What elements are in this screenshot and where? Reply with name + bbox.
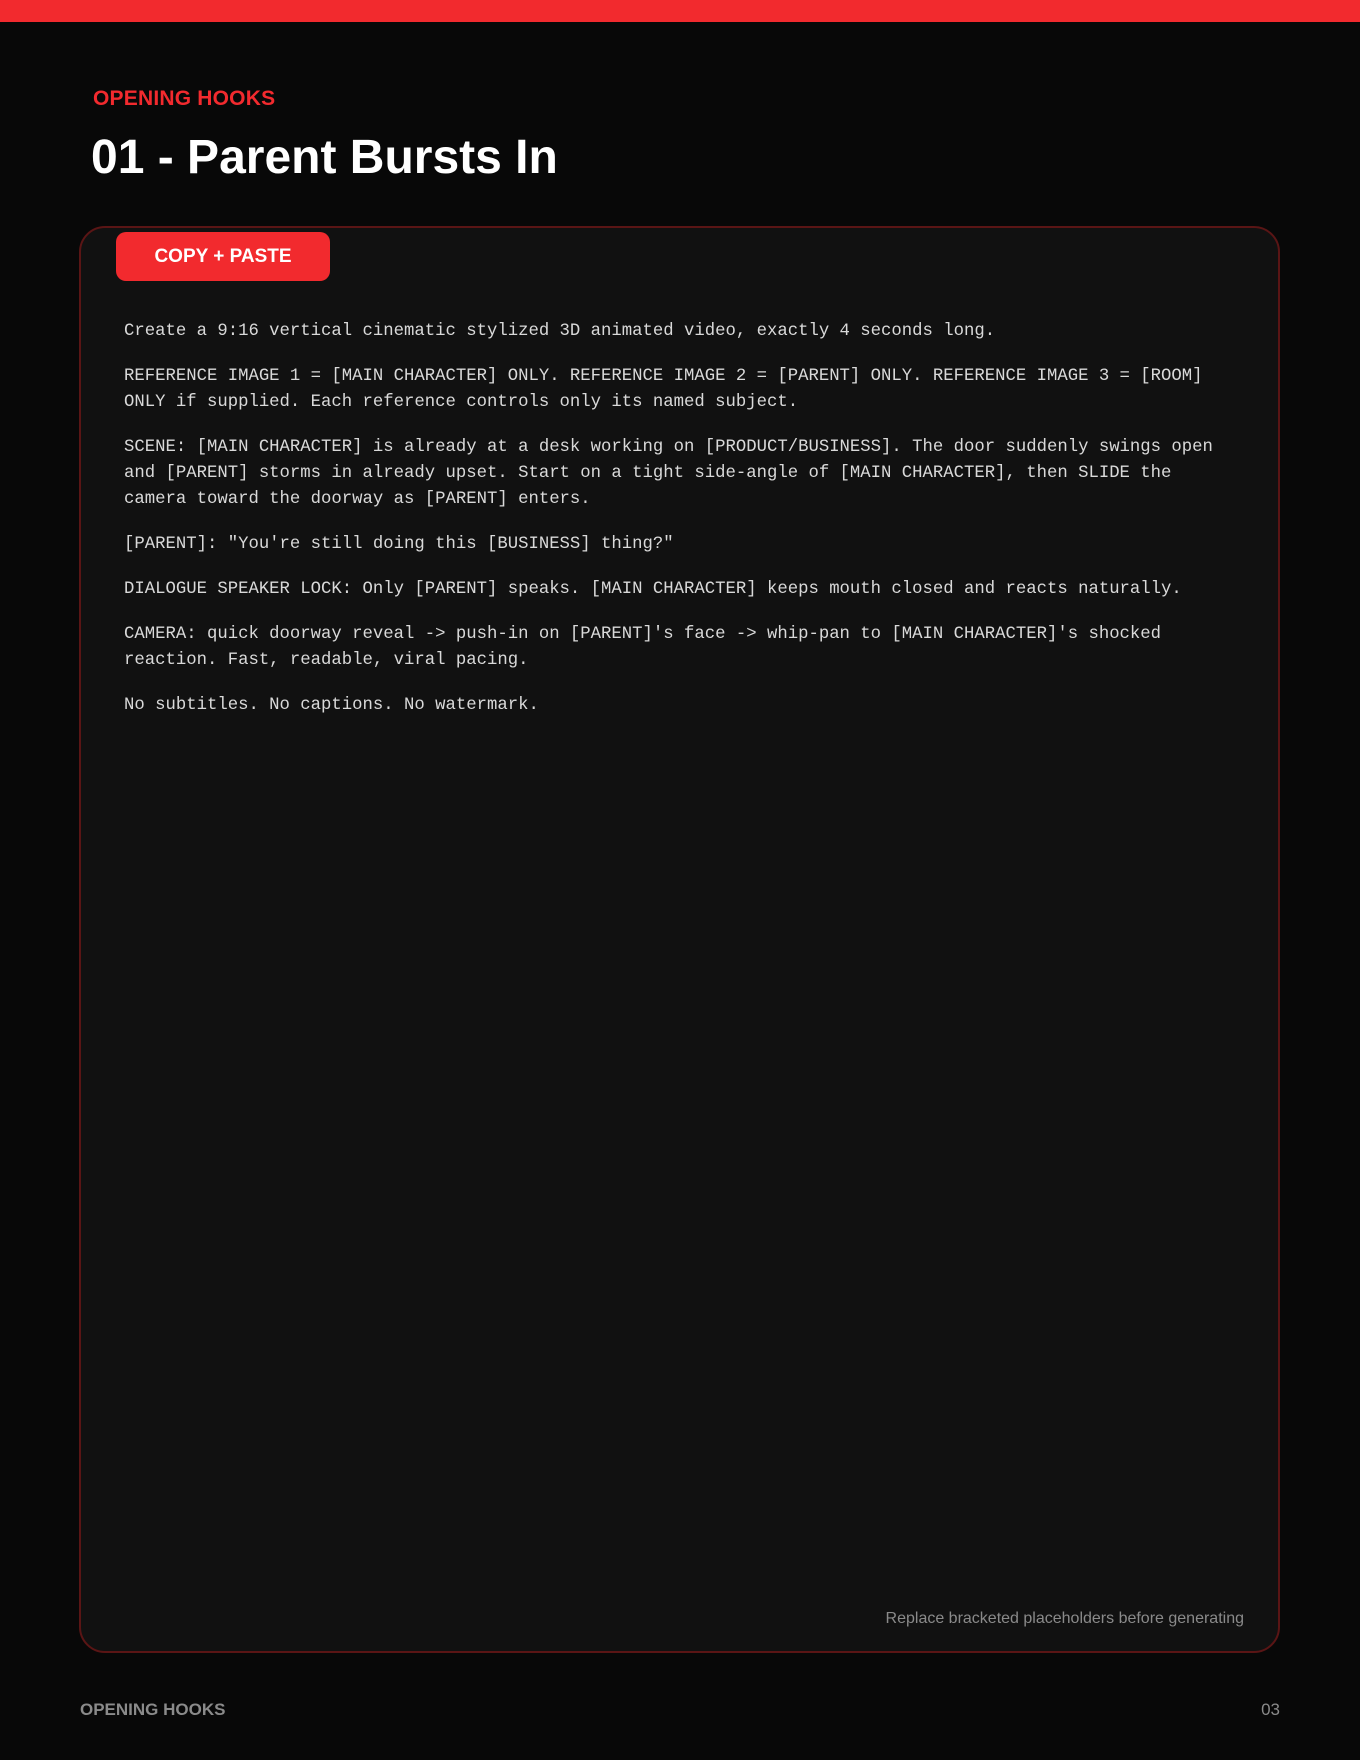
prompt-paragraph: CAMERA: quick doorway reveal -> push-in on [PARENT]'s face -> whip-pan to [MAIN CHARACTER]'s shocked reaction. Fast, readable, viral pacing. (124, 625, 1172, 670)
copy-paste-button[interactable]: COPY + PASTE (116, 232, 330, 281)
page-number: 03 (1261, 1700, 1280, 1719)
section-label: OPENING HOOKS (93, 87, 276, 110)
footer-section-label: OPENING HOOKS (80, 1700, 226, 1719)
placeholder-note: Replace bracketed placeholders before generating (885, 1610, 1244, 1627)
prompt-paragraph: Create a 9:16 vertical cinematic stylized 3D animated video, exactly 4 seconds long. (124, 322, 996, 341)
prompt-paragraph: No subtitles. No captions. No watermark. (124, 696, 539, 715)
prompt-paragraph: SCENE: [MAIN CHARACTER] is already at a desk working on [PRODUCT/BUSINESS]. The door suddenly swings open and [PARENT] storms in already upset. Start on a tight side-angle of [MAIN CHARACTER], then SLIDE the camera toward the doorway as [PARENT] enters. (124, 438, 1224, 509)
prompt-paragraph: REFERENCE IMAGE 1 = [MAIN CHARACTER] ONLY. REFERENCE IMAGE 2 = [PARENT] ONLY. REFERENCE IMAGE 3 = [ROOM] ONLY if supplied. Each reference controls only its named subject. (124, 367, 1213, 412)
prompt-paragraph: DIALOGUE SPEAKER LOCK: Only [PARENT] speaks. [MAIN CHARACTER] keeps mouth closed and reacts naturally. (124, 580, 1182, 599)
prompt-text[interactable] (124, 319, 1239, 738)
page-title: 01 - Parent Bursts In (91, 131, 558, 184)
prompt-card (79, 226, 1280, 1653)
top-accent-bar (0, 0, 1360, 22)
prompt-paragraph: [PARENT]: "You're still doing this [BUSINESS] thing?" (124, 535, 674, 554)
